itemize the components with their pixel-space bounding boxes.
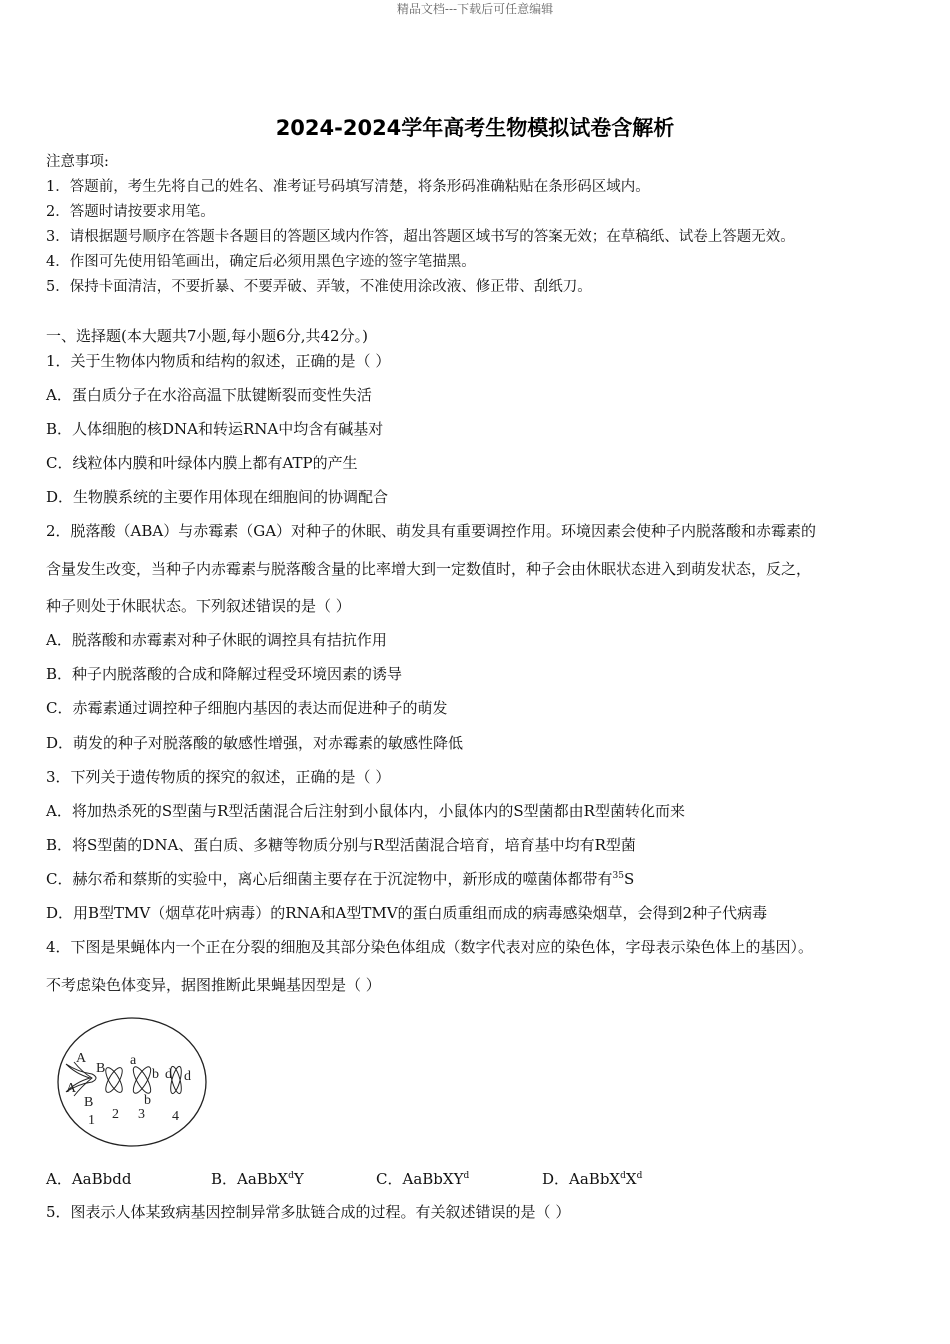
gene-label-d-1: d xyxy=(165,1067,172,1082)
gene-label-a-top: a xyxy=(130,1053,137,1068)
q3-option-d: D．用B型TMV（烟草花叶病毒）的RNA和A型TMV的蛋白质重组而成的病毒感染烟草，会得到2种子代病毒 xyxy=(46,904,768,922)
chromosome-figure xyxy=(52,1012,212,1152)
q4-answer-b-value: AaBbX xyxy=(237,1170,289,1188)
q1-stem: 1．关于生物体内物质和结构的叙述，正确的是（ ） xyxy=(46,352,391,370)
q4-answer-b-sup: d xyxy=(288,1171,294,1181)
gene-label-B-bottom: B xyxy=(84,1095,94,1110)
q2-option-a: A．脱落酸和赤霉素对种子休眠的调控具有拮抗作用 xyxy=(46,631,387,649)
notice-item-3: 3．请根据题号顺序在答题卡各题目的答题区域内作答，超出答题区域书写的答案无效；在草稿纸、试卷上答题无效。 xyxy=(46,229,795,245)
chromosome-number-1: 1 xyxy=(88,1113,95,1128)
chromosome-2 xyxy=(103,1065,126,1094)
q3-option-c xyxy=(46,869,634,889)
q2-stem-line-2: 含量发生改变，当种子内赤霉素与脱落酸含量的比率增大到一定数值时，种子会由休眠状态进入到萌发状态，反之， xyxy=(46,560,812,578)
q4-answer-b xyxy=(211,1168,304,1189)
q3-stem: 3．下列关于遗传物质的探究的叙述，正确的是（ ） xyxy=(46,768,391,786)
q5-stem: 5．图表示人体某致病基因控制异常多肽链合成的过程。有关叙述错误的是（ ） xyxy=(46,1203,571,1221)
q4-answer-b-tail: Y xyxy=(293,1170,304,1188)
q2-option-b: B．种子内脱落酸的合成和降解过程受环境因素的诱导 xyxy=(46,665,403,683)
page-header: 精品文档---下载后可任意编辑 xyxy=(396,2,554,16)
q3-option-a: A．将加热杀死的S型菌与R型活菌混合后注射到小鼠体内，小鼠体内的S型菌都由R型菌转化而来 xyxy=(46,802,685,820)
q4-answer-d-sup2: d xyxy=(636,1171,643,1181)
q2-stem-line-3: 种子则处于休眠状态。下列叙述错误的是（ ） xyxy=(46,597,351,615)
q2-option-c: C．赤霉素通过调控种子细胞内基因的表达而促进种子的萌发 xyxy=(46,699,448,717)
chromosome-number-3: 3 xyxy=(138,1107,145,1122)
q2-option-d: D．萌发的种子对脱落酸的敏感性增强，对赤霉素的敏感性降低 xyxy=(46,734,464,752)
gene-label-b-top: b xyxy=(152,1067,159,1082)
gene-label-d-2: d xyxy=(184,1069,191,1084)
q4-answer-d-sup: d xyxy=(620,1171,626,1181)
q4-answer-a-value: AaBbdd xyxy=(71,1170,132,1188)
q1-option-a: A．蛋白质分子在水浴高温下肽键断裂而变性失活 xyxy=(46,386,372,404)
gene-label-A-bottom: A xyxy=(66,1081,77,1096)
notice-item-2: 2．答题时请按要求用笔。 xyxy=(46,204,215,220)
section-heading: 一、选择题(本大题共7小题,每小题6分,共42分。) xyxy=(46,327,368,345)
q4-answer-c-value: AaBbXY xyxy=(402,1170,464,1188)
q4-answer-d-value: AaBbX xyxy=(569,1170,621,1188)
gene-label-b-bottom: b xyxy=(144,1093,151,1108)
q4-answer-d xyxy=(542,1168,642,1189)
q4-answer-d-label: D． xyxy=(542,1170,570,1188)
q4-answer-d-tail: X xyxy=(625,1170,637,1188)
gene-label-B-top: B xyxy=(96,1061,106,1076)
cell-diagram xyxy=(52,1012,212,1152)
q4-stem-line-2: 不考虑染色体变异，据图推断此果蝇基因型是（ ） xyxy=(46,976,381,994)
q4-answer-a xyxy=(46,1168,131,1189)
q3-option-c-text: C．赫尔希和蔡斯的实验中，离心后细菌主要存在于沉淀物中，新形成的噬菌体都带有 xyxy=(46,870,613,888)
chromosome-3 xyxy=(130,1065,154,1096)
notice-item-4: 4．作图可先使用铅笔画出，确定后必须用黑色字迹的签字笔描黑。 xyxy=(46,254,476,270)
q4-answer-b-label: B． xyxy=(211,1170,238,1188)
q4-answer-a-label: A． xyxy=(46,1170,72,1188)
q2-stem-line-1: 2．脱落酸（ABA）与赤霉素（GA）对种子的休眠、萌发具有重要调控作用。环境因素会使种子内脱落酸和赤霉素的 xyxy=(46,522,817,540)
q4-answer-c-sup: d xyxy=(463,1171,470,1181)
q4-stem-line-1: 4．下图是果蝇体内一个正在分裂的细胞及其部分染色体组成（数字代表对应的染色体，字母表示染色体上的基因）。 xyxy=(46,938,814,956)
chromosome-number-4: 4 xyxy=(172,1109,179,1124)
notice-item-5: 5．保持卡面清洁，不要折暴、不要弄破、弄皱，不准使用涂改液、修正带、刮纸刀。 xyxy=(46,279,592,295)
notice-heading: 注意事项: xyxy=(46,154,109,170)
q3-option-c-tail: S xyxy=(623,870,635,888)
notice-item-1: 1．答题前，考生先将自己的姓名、准考证号码填写清楚，将条形码准确粘贴在条形码区域内。 xyxy=(46,179,650,195)
gene-label-A-top: A xyxy=(76,1051,87,1066)
q4-answer-c xyxy=(376,1168,469,1189)
exam-title: 2024-2024学年高考生物模拟试卷含解析 xyxy=(275,116,675,140)
q4-answer-c-label: C． xyxy=(376,1170,403,1188)
q3-option-c-sup: 35 xyxy=(612,871,624,881)
q1-option-b: B．人体细胞的核DNA和转运RNA中均含有碱基对 xyxy=(46,420,384,438)
q3-option-b: B．将S型菌的DNA、蛋白质、多糖等物质分别与R型活菌混合培育，培育基中均有R型菌 xyxy=(46,836,636,854)
q1-option-d: D．生物膜系统的主要作用体现在细胞间的协调配合 xyxy=(46,488,389,506)
q1-option-c: C．线粒体内膜和叶绿体内膜上都有ATP的产生 xyxy=(46,454,358,472)
chromosome-number-2: 2 xyxy=(112,1107,119,1122)
